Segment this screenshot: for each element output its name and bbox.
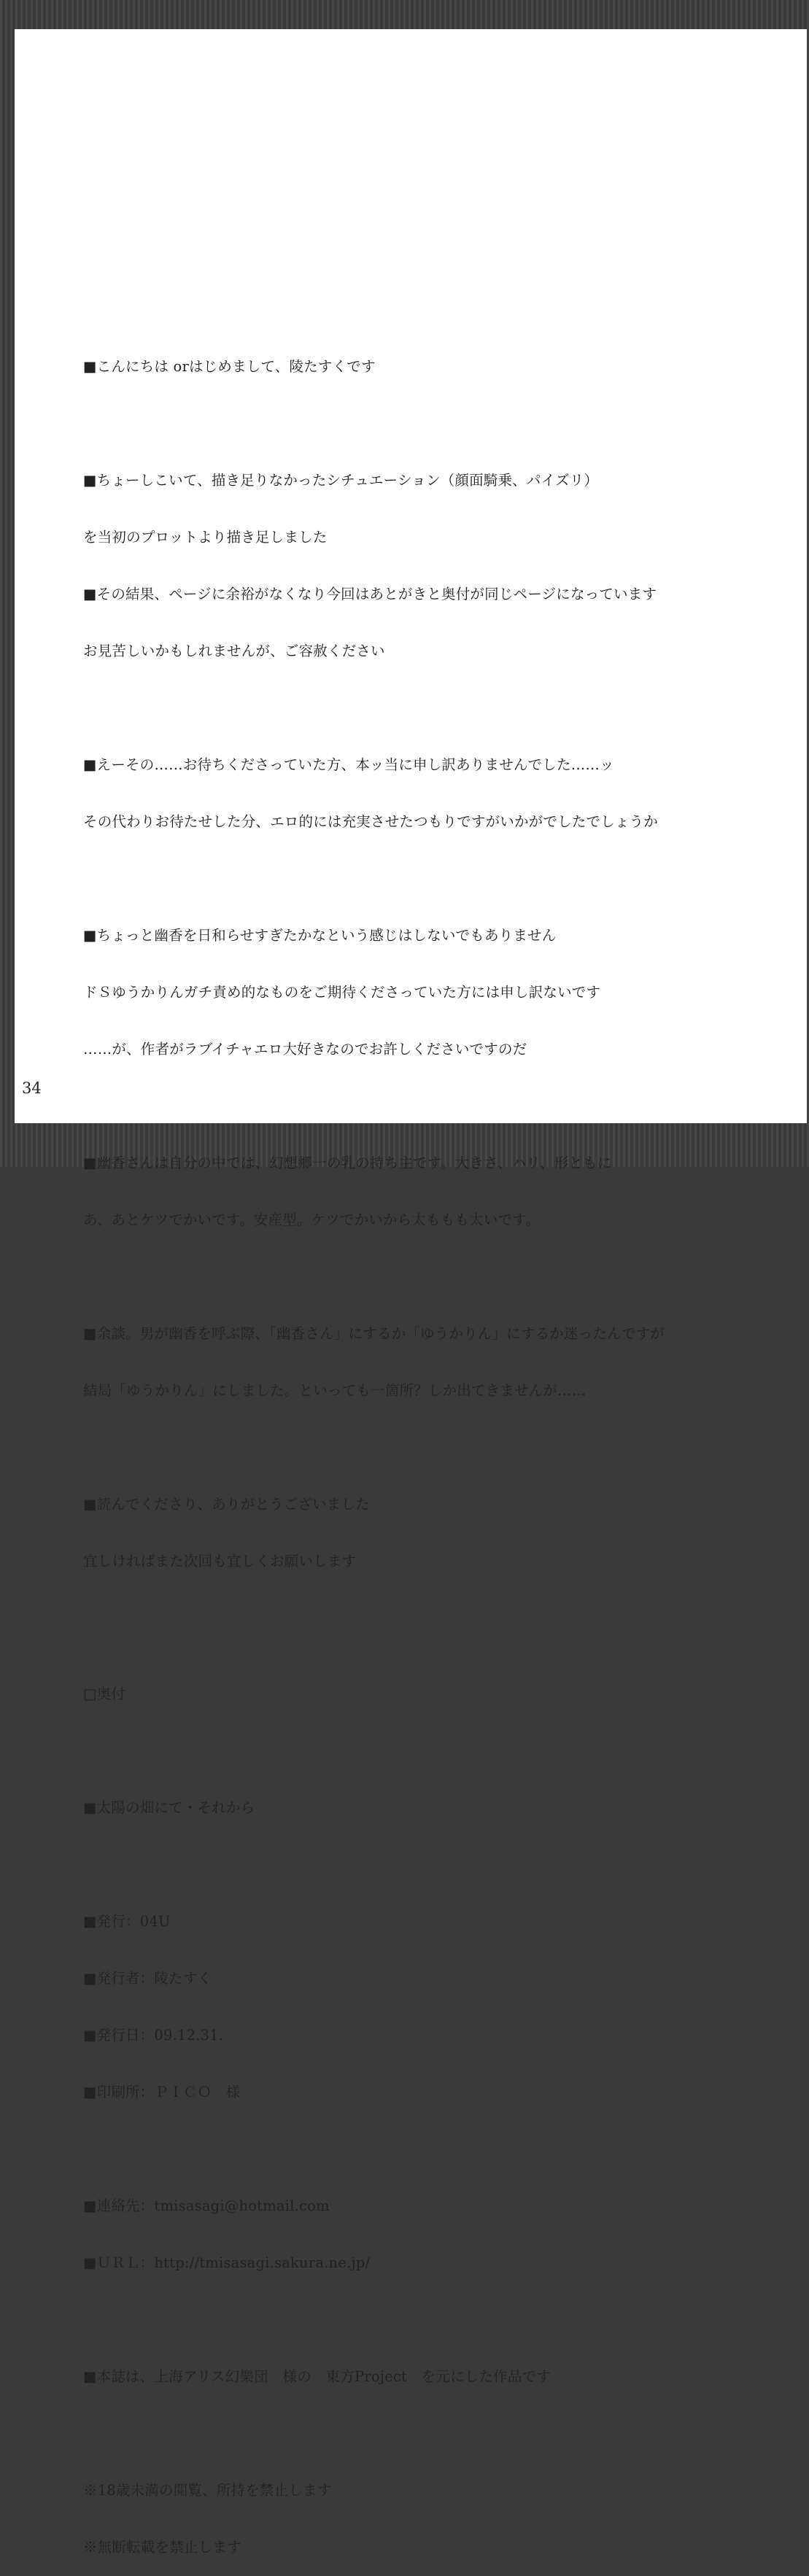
colophon-date: ■発行日：09.12.31. [83, 2027, 224, 2044]
colophon-source-note: ■本誌は、上海アリス幻樂団 様の 東方Project を元にした作品です [83, 2368, 551, 2385]
colophon-author: ■発行者：陵たすく [83, 1970, 212, 1987]
afterword-line: あ、あとケツでかいです。安産型。ケツでかいから太ももも太いです。 [83, 1211, 541, 1228]
afterword-line: ■読んでくださり、ありがとうございました [83, 1496, 370, 1513]
afterword-line: ……が、作者がラブイチャエロ大好きなのでお許しくださいですのだ [83, 1041, 527, 1058]
afterword-line: ■ちょっと幽香を日和らせすぎたかなという感じはしないでもありません [83, 927, 557, 944]
afterword-line: ■こんにちは orはじめまして、陵たすくです [83, 358, 376, 375]
afterword-line: 宜しければまた次回も宜しくお願いします [83, 1553, 357, 1570]
afterword-line: 結局「ゆうかりん」にしました。といっても一箇所？しか出てきませんが…… [83, 1382, 587, 1399]
age-restriction-notice: ※18歳未満の閲覧、所持を禁止します [83, 2482, 332, 2499]
colophon-printer: ■印刷所：ＰＩＣＯ 様 [83, 2084, 241, 2100]
copy-prohibition-notice: ※無断転載を禁止します [83, 2539, 241, 2556]
afterword-line: お見苦しいかもしれませんが、ご容赦ください [83, 643, 385, 659]
colophon-contact: ■連絡先：tmisasagi@hotmail.com [83, 2197, 330, 2214]
page-text [83, 319, 783, 2576]
afterword-line: ■ちょーしこいて、描き足りなかったシチュエーション（顔面騎乗、パイズリ） [83, 472, 599, 489]
afterword-line: ドＳゆうかりんガチ責め的なものをご期待くださっていた方には申し訳ないです [83, 984, 601, 1001]
afterword-line: ■幽香さんは自分の中では、幻想郷一の乳の持ち主です。大きさ、ハリ、形ともに [83, 1155, 612, 1171]
afterword-line: ■えーその……お待ちくださっていた方、本ッ当に申し訳ありませんでした……ッ [83, 756, 614, 773]
colophon-publisher: ■発行：04U [83, 1913, 171, 1930]
colophon-heading: □奥付 [83, 1685, 126, 1702]
afterword-line: ■その結果、ページに余裕がなくなり今回はあとがきと奥付が同じページになっています [83, 586, 657, 602]
colophon-title: ■太陽の畑にて・それから [83, 1799, 255, 1816]
afterword-line: その代わりお待たせした分、エロ的には充実させたつもりですがいかがでしたでしょうか [83, 813, 659, 830]
afterword-line: を当初のプロットより描き足しました [83, 529, 328, 546]
colophon-url: ■ＵＲＬ：http://tmisasagi.sakura.ne.jp/ [83, 2254, 371, 2271]
afterword-line: ■余談。男が幽香を呼ぶ際、「幽香さん」にするか「ゆうかりん」にするか迷ったんですが [83, 1325, 665, 1342]
page-number: 34 [22, 1079, 42, 1097]
